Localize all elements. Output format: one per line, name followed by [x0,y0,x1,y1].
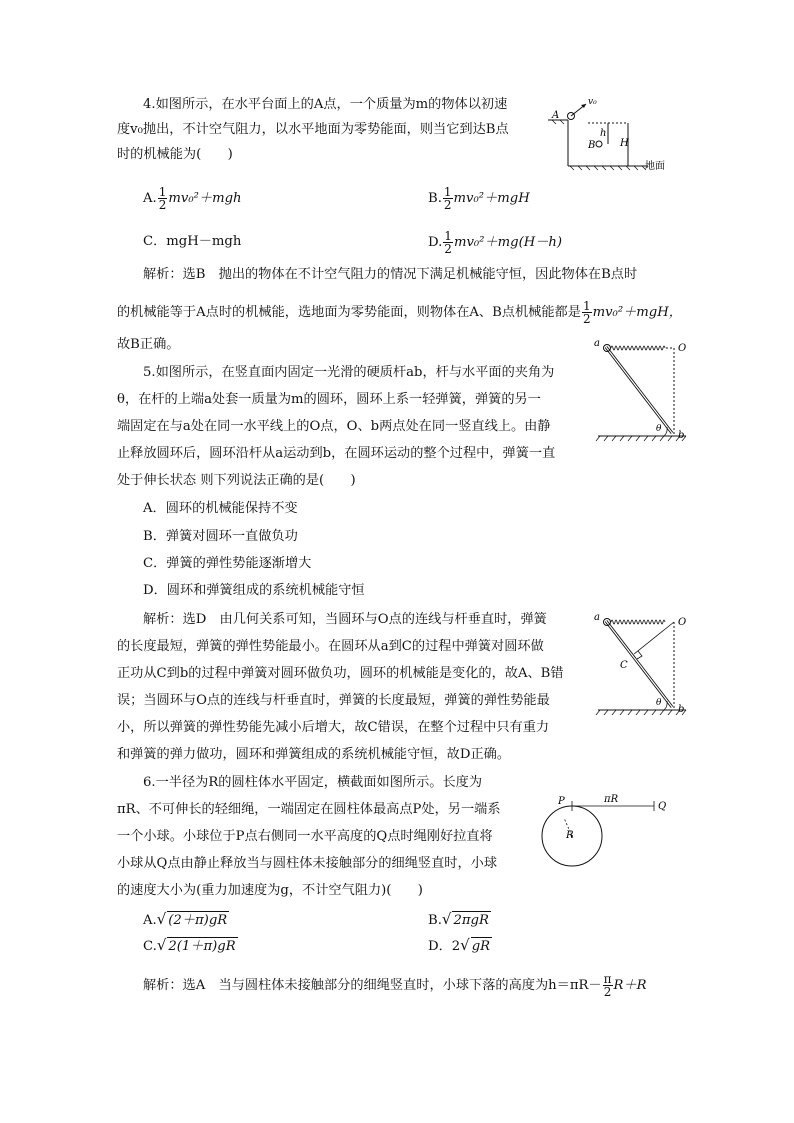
q6-text-line-4: 小球从Q点由静止释放当与圆柱体未接触部分的细绳竖直时，小球 [117,856,498,871]
q5-solution-figure [594,610,690,720]
q5-text-line-2: θ，在杆的上端a处套一质量为m的圆环，圆环上系一轻弹簧，弹簧的另一 [117,392,541,407]
q5-text-line-5: 处于伸长状态 则下列说法正确的是( ) [117,473,356,488]
q6-option-a[interactable]: A.√ (2＋π)gR [143,910,228,928]
label-a: a [594,338,600,349]
q5-solution-line-4: 误；当圆环与O点的连线与杆垂直时，弹簧的长度最短，弹簧的弹性势能最 [117,693,550,708]
q5-solution-line-3: 正功从C到b的过程中弹簧对圆环做负功，圆环的机械能是变化的，故A、B错 [117,666,564,681]
fraction: $\frac{1}{2}$ [582,299,591,326]
label-q: Q [658,801,667,812]
label-a: A [552,110,560,121]
q4-option-d[interactable]: D. $\frac{1}{2}$ mv₀²＋mg(H－h) [428,229,563,256]
q5-option-b[interactable]: B．弹簧对圆环一直做负功 [143,529,298,544]
q5-text-line-4: 止释放圆环后，圆环沿杆从a运动到b，在圆环运动的整个过程中，弹簧一直 [117,446,556,461]
q6-text-line-1: 6.一半径为R的圆柱体水平固定，横截面如图所示。长度为 [143,775,483,790]
q6-text-line-2: πR、不可伸长的轻细绳，一端固定在圆柱体最高点P处，另一端系 [117,802,501,817]
q5-text-line-3: 端固定在与a处在同一水平线上的O点，O、b两点处在同一竖直线上。由静 [117,419,551,434]
q4-text-line-1: 4.如图所示，在水平台面上的A点，一个质量为m的物体以初速 [143,97,508,112]
q4-option-a[interactable]: A. $\frac{1}{2}$ mv₀²＋mgh [143,185,242,212]
q4-text-line-3: 时的机械能为( ) [117,147,233,162]
q6-option-d[interactable]: D．2√ gR [428,936,491,954]
q6-option-b[interactable]: B.√ 2πgR [428,910,489,928]
label-o: O [678,617,687,628]
q6-figure [536,788,676,868]
label-ground: 地面 [645,161,665,172]
label-o: O [678,343,687,354]
q6-option-c[interactable]: C.√ 2(1＋π)gR [143,936,236,954]
label-b: b [678,430,685,441]
q5-option-d[interactable]: D．圆环和弹簧组成的系统机械能守恒 [143,583,365,598]
q6-solution-line-1: 解析：选A 当与圆柱体未接触部分的细绳竖直时，小球下落的高度为h＝πR－ $\frac{\pi}{2}$ R＋R [143,972,647,999]
q4-option-c[interactable]: C．mgH－mgh [143,234,242,249]
q5-solution-line-6: 和弹簧的弹力做功，圆环和弹簧组成的系统机械能守恒，故D正确。 [117,747,511,762]
q4-option-b[interactable]: B. $\frac{1}{2}$ mv₀²＋mgH [428,185,530,212]
label-r: R [566,830,574,841]
fraction: $\frac{1}{2}$ [158,185,167,212]
fraction: $\frac{1}{2}$ [443,185,452,212]
q5-figure [594,336,690,446]
q4-solution-line-2: 的机械能等于A点时的机械能，选地面为零势能面，则物体在A、B点机械能都是 $\frac{1}{2}$ mv₀²＋mgH， [117,299,682,326]
label-b: B [588,140,596,151]
label-b: b [678,704,685,715]
q4-figure [548,96,678,176]
q6-text-line-3: 一个小球。小球位于P点右侧同一水平高度的Q点时绳刚好拉直将 [117,829,493,844]
label-theta: θ [656,698,662,708]
label-H: H [620,138,629,149]
label-h: h [600,128,607,139]
q5-solution-line-1: 解析：选D 由几何关系可知，当圆环与O点的连线与杆垂直时，弹簧 [143,612,547,627]
q5-option-c[interactable]: C．弹簧的弹性势能逐渐增大 [143,556,312,571]
q4-solution-line-3: 故B正确。 [117,337,180,352]
label-a: a [594,612,600,623]
q6-text-line-5: 的速度大小为(重力加速度为g，不计空气阻力)( ) [117,883,423,898]
label-v0: v₀ [588,97,597,107]
q5-solution-line-2: 的长度最短，弹簧的弹性势能最小。在圆环从a到C的过程中弹簧对圆环做 [117,639,544,654]
label-pi-r: πR [604,794,619,805]
label-theta: θ [656,424,662,434]
fraction: $\frac{1}{2}$ [444,229,452,256]
q5-text-line-1: 5.如图所示，在竖直面内固定一光滑的硬质杆ab，杆与水平面的夹角为 [143,365,555,380]
label-p: P [558,796,565,807]
q5-solution-line-5: 小，所以弹簧的弹性势能先减小后增大，故C错误，在整个过程中只有重力 [117,720,550,735]
q4-text-line-2: 度v₀抛出，不计空气阻力，以水平地面为零势能面，则当它到达B点 [117,122,509,137]
fraction: $\frac{\pi}{2}$ [603,972,612,999]
label-c: C [620,660,628,671]
q4-solution-line-1: 解析：选B 抛出的物体在不计空气阻力的情况下满足机械能守恒，因此物体在B点时 [143,267,638,282]
q5-option-a[interactable]: A．圆环的机械能保持不变 [143,501,298,516]
